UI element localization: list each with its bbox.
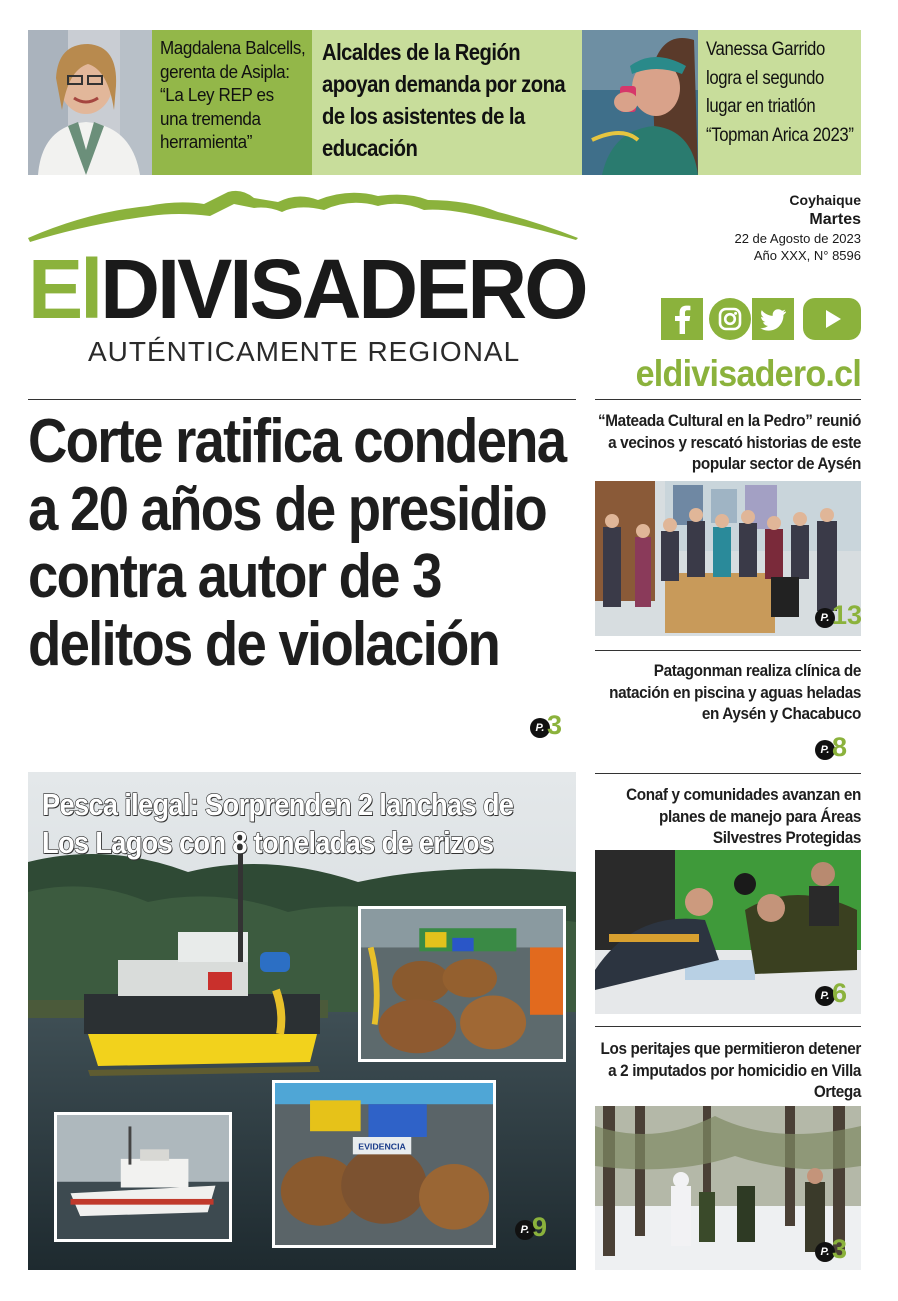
sidebar-story-title: Patagonman realiza clínica de natación en piscina y aguas heladas en Aysén y Chacabuco	[609, 661, 861, 723]
website-url[interactable]: eldivisadero.cl	[635, 353, 861, 394]
main-headline[interactable]	[28, 407, 566, 679]
sidebar-divider-top	[595, 399, 861, 400]
sidebar-story-title: “Mateada Cultural en la Pedro” reunió a vecinos y rescató historias de este popular sector de Aysén	[598, 411, 861, 473]
weekday: Martes	[809, 211, 861, 228]
page-ref-number: 8	[832, 732, 848, 762]
instagram-icon[interactable]	[709, 298, 751, 340]
teaser-text-magdalena-balcells: Magdalena Balcells, gerenta de Asipla: “La Ley REP es una tremenda herramienta”	[160, 37, 306, 152]
page-ref-number: 3	[547, 710, 563, 740]
page-ref-number: 13	[832, 600, 863, 630]
social-links	[661, 298, 861, 340]
page-ref-number: 9	[532, 1212, 548, 1242]
inset-photo-second-boat	[54, 1112, 232, 1242]
sidebar-page-ref-mateada[interactable]	[815, 602, 862, 632]
tagline: AUTÉNTICAMENTE REGIONAL	[88, 336, 521, 367]
logo-mountain-graphic	[28, 182, 578, 246]
teaser-photo-magdalena-balcells[interactable]	[28, 30, 152, 175]
sidebar-page-ref-patagonman[interactable]	[815, 734, 847, 764]
photo-story-illegal-fishing[interactable]	[28, 772, 576, 1270]
page-ref-badge: P.	[815, 740, 835, 760]
logo-wordmark[interactable]	[28, 244, 586, 334]
logo-main: DIVISADERO	[100, 242, 586, 336]
main-story-page-ref[interactable]	[530, 712, 562, 742]
date-block	[661, 190, 861, 264]
logo-prefix: El	[28, 242, 101, 336]
teaser-box-alcaldes[interactable]	[312, 30, 582, 175]
sidebar-divider	[595, 650, 861, 651]
twitter-icon[interactable]	[752, 298, 794, 340]
youtube-icon[interactable]	[803, 298, 861, 340]
sidebar-page-ref-conaf[interactable]	[815, 980, 847, 1010]
teaser-text-vanessa-garrido: Vanessa Garrido logra el segundo lugar en triatlón “Topman Arica 2023”	[706, 39, 854, 146]
sidebar-divider	[595, 1026, 861, 1027]
inset-photo-sea-urchin-bags	[358, 906, 566, 1062]
page-ref-badge: P.	[815, 608, 835, 628]
sidebar-story-title: Conaf y comunidades avanzan en planes de manejo para Áreas Silvestres Protegidas	[626, 785, 861, 847]
issue-number: Año XXX, N° 8596	[753, 248, 861, 263]
main-headline-text: Corte ratifica condena a 20 años de presidio contra autor de 3 delitos de violación	[28, 407, 566, 679]
teaser-photo-vanessa-garrido[interactable]	[582, 30, 698, 175]
teaser-text-alcaldes: Alcaldes de la Región apoyan demanda por zona de los asistentes de la educación	[322, 39, 566, 161]
inset-photo-evidence-crates	[272, 1080, 496, 1248]
teaser-strip	[28, 30, 861, 175]
page-ref-number: 3	[832, 1234, 848, 1264]
masthead-divider	[28, 399, 576, 400]
sidebar-story-peritajes[interactable]	[596, 1038, 861, 1103]
page-ref-number: 6	[832, 978, 848, 1008]
teaser-box-magdalena-balcells[interactable]	[152, 30, 312, 175]
facebook-icon[interactable]	[661, 298, 703, 340]
issue-date: 22 de Agosto de 2023	[734, 231, 861, 246]
sidebar-story-patagonman[interactable]	[596, 660, 861, 725]
city: Coyhaique	[789, 192, 861, 208]
sidebar-story-conaf[interactable]	[596, 784, 861, 849]
photo-story-page-ref[interactable]	[515, 1214, 547, 1244]
page-ref-badge: P.	[515, 1220, 535, 1240]
page-ref-badge: P.	[815, 986, 835, 1006]
photo-story-title: Pesca ilegal: Sorprenden 2 lanchas de Los Lagos con 8 toneladas de erizos	[42, 787, 514, 860]
evidence-label: EVIDENCIA	[358, 1141, 406, 1152]
sidebar-story-title: Los peritajes que permitieron detener a 2 imputados por homicidio en Villa Ortega	[600, 1039, 861, 1101]
page-ref-badge: P.	[815, 1242, 835, 1262]
page-ref-badge: P.	[530, 718, 550, 738]
sidebar-divider	[595, 773, 861, 774]
sidebar-story-mateada[interactable]	[596, 410, 861, 475]
sidebar-page-ref-peritajes[interactable]	[815, 1236, 847, 1266]
teaser-box-vanessa-garrido[interactable]	[698, 30, 861, 175]
